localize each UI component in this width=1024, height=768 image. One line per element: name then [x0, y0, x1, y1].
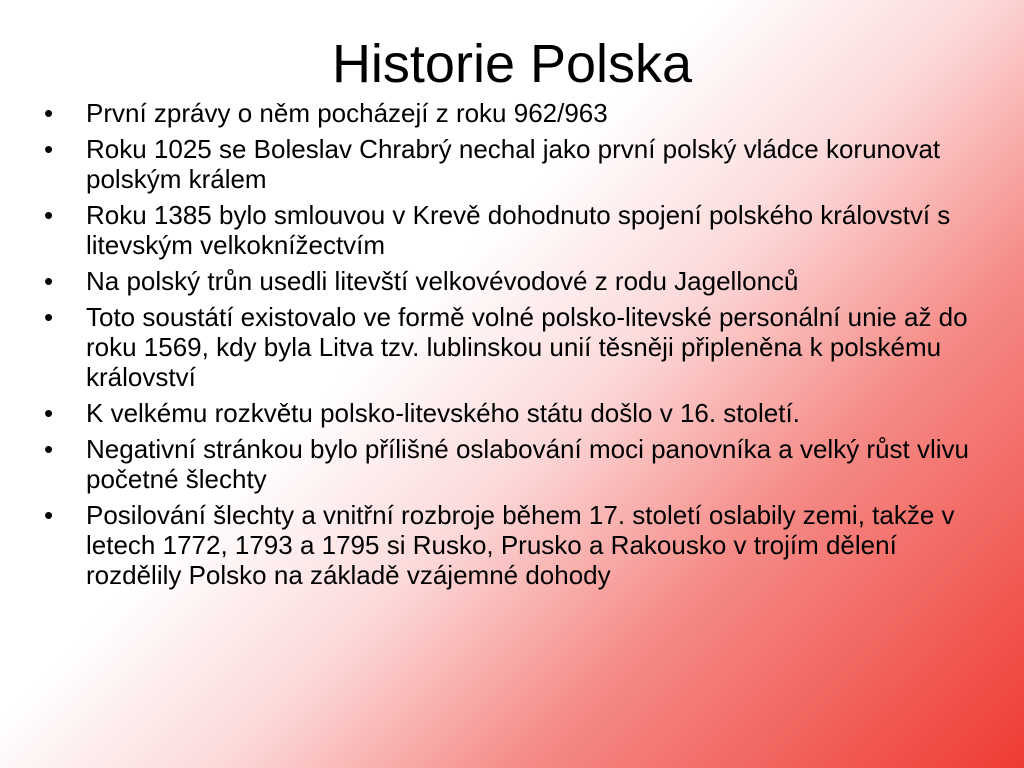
bullet-icon: • — [44, 434, 54, 464]
bullet-item — [44, 98, 984, 128]
bullet-text: Negativní stránkou bylo přílišné oslabování moci panovníka a velký růst vlivu početné šlechty — [86, 434, 969, 494]
bullet-icon: • — [44, 134, 54, 164]
bullet-icon: • — [44, 398, 54, 428]
bullet-text: První zprávy o něm pocházejí z roku 962/963 — [86, 98, 608, 128]
bullet-item — [44, 500, 984, 590]
slide-title: Historie Polska — [331, 34, 693, 94]
bullet-text: Roku 1025 se Boleslav Chrabrý nechal jako první polský vládce korunovat polským králem — [86, 134, 941, 194]
bullet-icon: • — [44, 98, 54, 128]
bullet-icon: • — [44, 200, 54, 230]
bullet-item — [44, 434, 984, 494]
bullet-text: Na polský trůn usedli litevští velkovévodové z rodu Jagellonců — [86, 266, 799, 296]
bullet-text: K velkému rozkvětu polsko-litevského státu došlo v 16. století. — [86, 398, 800, 428]
bullet-icon: • — [44, 302, 54, 332]
bullet-item — [44, 200, 984, 260]
bullet-text: Posilování šlechty a vnitřní rozbroje během 17. století oslabily zemi, takže v letech 1772, 1793 a 1795 si Rusko, Prusko a Rakousko v trojím dělení rozdělily Polsko na základě vzájemné dohody — [86, 500, 955, 590]
bullet-list — [44, 98, 984, 596]
bullet-item — [44, 266, 984, 296]
bullet-item — [44, 134, 984, 194]
bullet-item — [44, 398, 984, 428]
bullet-text: Roku 1385 bylo smlouvou v Krevě dohodnuto spojení polského království s litevským velkoknížectvím — [86, 200, 951, 260]
bullet-text: Toto soustátí existovalo ve formě volné polsko-litevské personální unie až do roku 1569, kdy byla Litva tzv. lublinskou unií těsněji připleněna k polskému království — [86, 302, 968, 392]
bullet-icon: • — [44, 500, 54, 530]
bullet-item — [44, 302, 984, 392]
bullet-icon: • — [44, 266, 54, 296]
